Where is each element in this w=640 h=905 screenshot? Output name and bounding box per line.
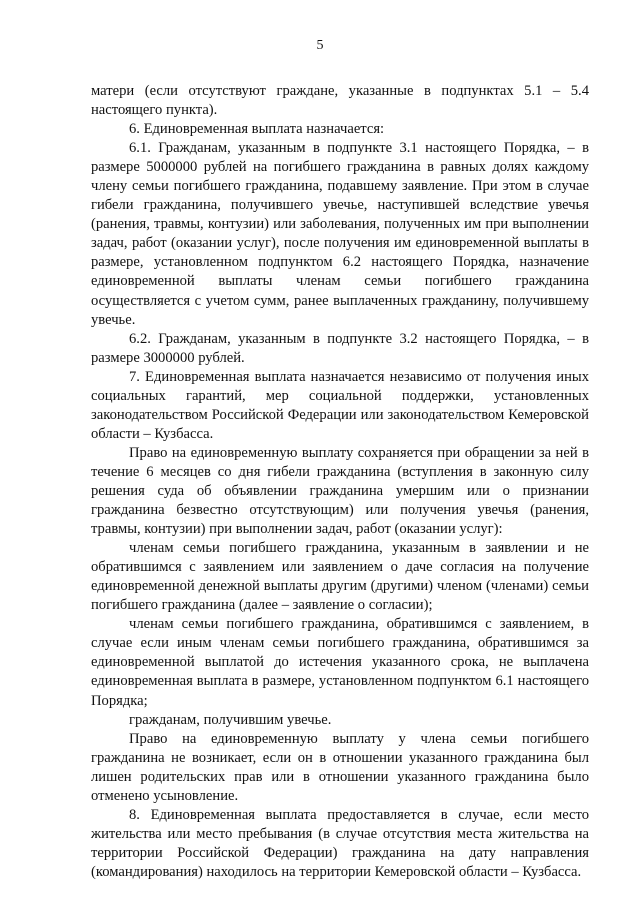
paragraph-right-retention: Право на единовременную выплату сохраняется при обращении за ней в течение 6 месяцев со дня гибели гражданина (вступления в законную силу решения суда об объявлении гражданина умершим или о признании гражданина безвестно отсутствующим) или получения увечья (ранения, травмы, контузии) при выполнении задач, работ (оказании услуг): xyxy=(91,444,589,538)
paragraph-subsection-6-1: 6.1. Гражданам, указанным в подпункте 3.1 настоящего Порядка, – в размере 5000000 рублей на погибшего гражданина в равных долях каждому члену семьи погибшего гражданина, подавшему заявление. При этом в случае гибели гражданина, получившего увечье, наступившей вследствие увечья (ранения, травмы, контузии) или заболевания, полученных им при выполнении задач, работ (оказании услуг), после получения им единовременной выплаты в размере, установленном подпунктом 6.2 настоящего Порядка, назначение единовременной выплаты членам семьи погибшего гражданина осуществляется с учетом сумм, ранее выплаченных гражданину, получившему увечье. xyxy=(91,140,589,328)
paragraph-continuation: матери (если отсутствуют граждане, указанные в подпунктах 5.1 – 5.4 настоящего пункта). xyxy=(91,83,589,119)
paragraph-section-8: 8. Единовременная выплата предоставляется в случае, если место жительства или место пребывания (в случае отсутствия места жительства на территории Российской Федерации) гражданина на дату направления (командирования) находилось на территории Кемеровской области – Кузбасса. xyxy=(91,806,589,880)
paragraph-list-item-1: членам семьи погибшего гражданина, указанным в заявлении и не обратившимся с заявлением или заявлением о даче согласия на получение единовременной денежной выплаты другим (другими) членом (членами) семьи погибшего гражданина (далее – заявление о согласии); xyxy=(91,540,589,614)
paragraph-section-6: 6. Единовременная выплата назначается: xyxy=(129,121,385,138)
document-body xyxy=(91,82,589,882)
paragraph-subsection-6-2: 6.2. Гражданам, указанным в подпункте 3.2 настоящего Порядка, – в размере 3000000 рублей. xyxy=(91,330,589,366)
page-number: 5 xyxy=(316,38,324,53)
paragraph-list-item-2: членам семьи погибшего гражданина, обратившимся с заявлением, в случае если иным членам семьи погибшего гражданина, обратившимся за единовременной выплатой до истечения указанного срока, не выплачена единовременная выплата в размере, установленном подпунктом 6.1 настоящего Порядка; xyxy=(91,616,589,709)
paragraph-list-item-3: гражданам, получившим увечье. xyxy=(129,711,332,728)
paragraph-section-7: 7. Единовременная выплата назначается независимо от получения иных социальных гарантий, мер социальной поддержки, установленных законодательством Российской Федерации или законодательством Кемеровской области – Кузбасса. xyxy=(91,368,589,442)
paragraph-right-exclusion: Право на единовременную выплату у члена семьи погибшего гражданина не возникает, если он в отношении указанного гражданина был лишен родительских прав или в отношении указанного гражданина было отменено усыновление. xyxy=(91,730,589,804)
